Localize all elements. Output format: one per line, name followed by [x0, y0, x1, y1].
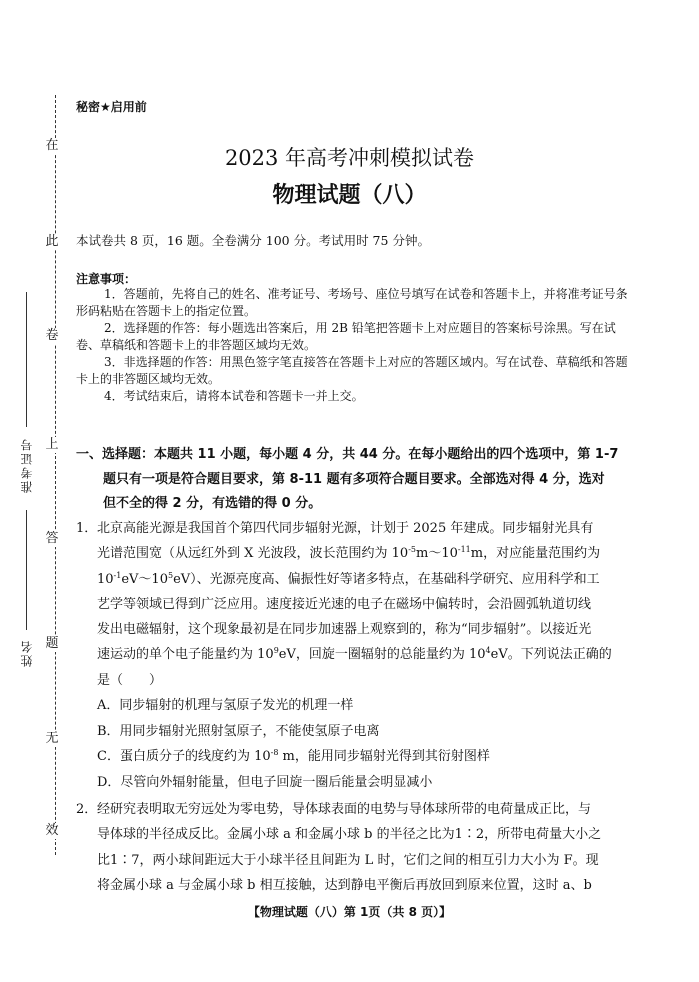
- section-line: 但不全的得 2 分，有选错的得 0 分。: [103, 496, 322, 511]
- stem-line: 光谱范围宽（从远红外到 X 光波段，波长范围约为 $10^{-5}m\sim 10^{-11}m$，对应能量范围约为: [97, 545, 601, 562]
- stem-line: $10^{-1}eV\sim 10^5eV$）、光源亮度高、偏振性好等诸多特点，在基础科学研究、应用科学和工: [97, 570, 600, 587]
- question-2: [76, 797, 637, 898]
- margin-char: 上: [45, 437, 59, 452]
- section-line: 一、选择题：本题共 11 小题，每小题 4 分，共 44 分。在每小题给出的四个选项中，第 1-7: [76, 447, 619, 462]
- stem-line: 将金属小球 a 与金属小球 b 相互接触，达到静电平衡后再放回到原来位置，这时 a、b: [97, 877, 592, 893]
- question-1: [76, 516, 637, 795]
- section-heading: [76, 443, 636, 517]
- margin-char: 此: [45, 234, 59, 249]
- notice-item: 1．答题前，先将自己的姓名、准考证号、考场号、座位号填写在试卷和答题卡上，并将准考证号条形码粘贴在答题卡上的指定位置。: [76, 287, 628, 318]
- question-stem: [97, 797, 637, 898]
- exam-intro: 本试卷共 8 页，16 题。全卷满分 100 分。考试用时 75 分钟。: [76, 233, 430, 248]
- exam-subtitle: 物理试题（八）: [272, 183, 427, 208]
- stem-line: 艺学等领域已得到广泛应用。速度接近光速的电子在磁场中偏转时，会沿圆弧轨道切线: [97, 596, 592, 612]
- stem-line: 比1∶7，两小球间距远大于小球半径且间距为 L 时，它们之间的相互引力大小为 F。现: [97, 852, 599, 868]
- option-d[interactable]: D．尽管向外辐射能量，但电子回旋一圈后能量会明显减小: [97, 774, 433, 790]
- notice-item: 2．选择题的作答：每小题选出答案后，用 2B 铅笔把答题卡上对应题目的答案标号涂黑。写在试卷、草稿纸和答题卡上的非答题区域均无效。: [76, 321, 616, 352]
- option-c[interactable]: C．蛋白质分子的线度约为 $10^{-8}$ m，能用同步辐射光得到其衍射图样: [97, 748, 490, 765]
- margin-char: 在: [45, 138, 59, 153]
- notice-heading: 注意事项：: [76, 272, 137, 286]
- option-a[interactable]: A．同步辐射的机理与氢原子发光的机理一样: [97, 698, 354, 714]
- margin-char: 无: [45, 731, 59, 746]
- margin-char: 答: [45, 531, 59, 546]
- stem-line: 速运动的单个电子能量约为 $10^9eV$，回旋一圈辐射的总能量约为 $10^4eV$。下列说法正确的: [97, 646, 612, 663]
- question-stem: [97, 516, 637, 693]
- margin-char: 题: [45, 636, 59, 651]
- option-list: [97, 693, 637, 795]
- id-number-label: 准考证号: [20, 437, 34, 493]
- option-b[interactable]: B．用同步辐射光照射氢原子，不能使氢原子电离: [97, 723, 380, 739]
- notice-list: [76, 286, 636, 405]
- notice-item: 3．非选择题的作答：用黑色签字笔直接答在答题卡上对应的答题区域内。写在试卷、草稿纸和答题卡上的非答题区域均无效。: [76, 355, 628, 386]
- stem-line: 发出电磁辐射，这个现象最初是在同步加速器上观察到的，称为“同步辐射”。以接近光: [97, 622, 592, 638]
- question-number: 1．: [76, 521, 98, 536]
- stem-line: 是（ ）: [97, 672, 163, 688]
- stem-line: 导体球的半径成反比。金属小球 a 和金属小球 b 的半径之比为1∶2，所带电荷量大小之: [97, 827, 602, 843]
- section-line: 题只有一项是符合题目要求，第 8-11 题有多项符合题目要求。全部选对得 4 分，选对: [103, 471, 605, 487]
- notice-item: 4．考试结束后，请将本试卷和答题卡一并上交。: [104, 389, 364, 403]
- id-number-blank[interactable]: [26, 292, 27, 427]
- name-blank[interactable]: [26, 510, 27, 630]
- question-number: 2．: [76, 802, 98, 817]
- exam-title: 2023 年高考冲刺模拟试卷: [224, 146, 475, 170]
- confidential-mark: 秘密★启用前: [76, 100, 147, 114]
- margin-char: 效: [45, 823, 59, 838]
- page-footer: 【物理试题（八）第 1页（共 8 页）】: [247, 905, 452, 919]
- stem-line: 北京高能光源是我国首个第四代同步辐射光源，计划于 2025 年建成。同步辐射光具有: [97, 521, 594, 536]
- name-label: 姓名: [20, 639, 34, 667]
- margin-char: 卷: [45, 328, 59, 343]
- stem-line: 经研究表明取无穷远处为零电势，导体球表面的电势与导体球所带的电荷量成正比，与: [97, 802, 592, 817]
